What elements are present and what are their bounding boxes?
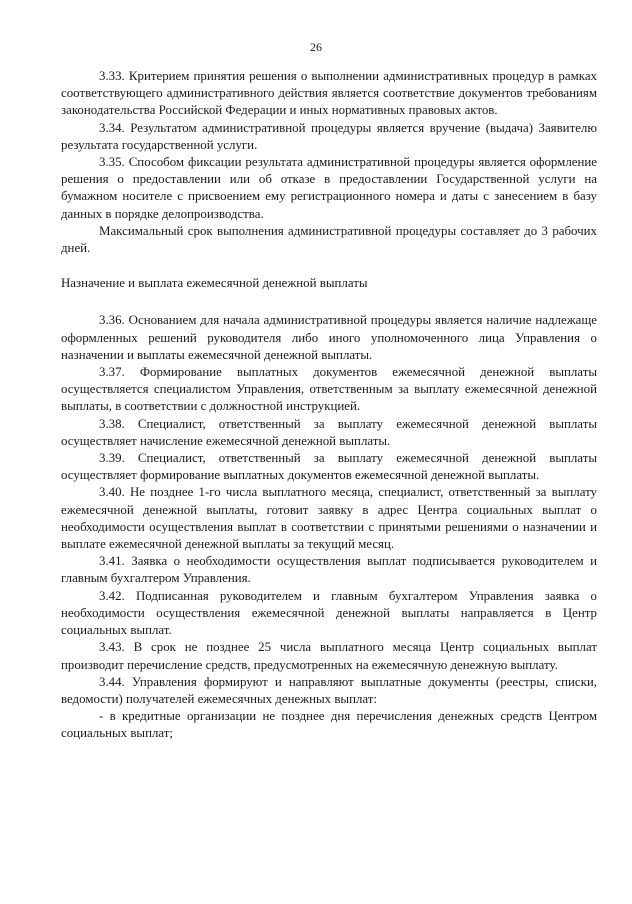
paragraph-3-37: 3.37. Формирование выплатных документов ежемесячной денежной выплаты осуществляется специалистом Управления, ответственным за выплату ежемесячной денежной выплаты, в соответствии с должностной инструкцией. — [61, 365, 597, 414]
paragraph-3-35: 3.35. Способом фиксации результата административной процедуры является оформление решения о предоставлении или об отказе в предоставлении Государственной услуги на бумажном носителе с присвоением ему регистрационного номера и даты с занесением в базу данных в порядке делопроизводства. — [61, 155, 597, 221]
paragraph-3-42: 3.42. Подписанная руководителем и главным бухгалтером Управления заявка о необходимости осуществления ежемесячной денежной выплаты направляется в Центр социальных выплат. — [61, 588, 597, 638]
document-body — [61, 68, 597, 743]
paragraph-3-40: 3.40. Не позднее 1-го числа выплатного месяца, специалист, ответственный за выплату ежемесячной денежной выплаты, готовит заявку в адрес Центра социальных выплат о необходимости осуществления выплат в соответствии с принятыми решениями о назначении и выплате ежемесячной денежной выплаты за текущий месяц. — [61, 485, 597, 552]
paragraph-3-38: 3.38. Специалист, ответственный за выплату ежемесячной денежной выплаты осуществляет начисление ежемесячной денежной выплаты. — [61, 416, 597, 448]
paragraph-3-44: 3.44. Управления формируют и направляют выплатные документы (реестры, списки, ведомости) получателей ежемесячных денежных выплат: — [61, 674, 597, 706]
paragraph-max-duration: Максимальный срок выполнения административной процедуры составляет до 3 рабочих дней. — [61, 223, 597, 256]
page-number: 26 — [310, 40, 322, 54]
paragraph-3-43: 3.43. В срок не позднее 25 числа выплатного месяца Центр социальных выплат производит перечисление средств, предусмотренных на ежемесячную денежную выплату. — [61, 640, 597, 672]
list-item-credit-organizations: - в кредитные организации не позднее дня перечисления денежных средств Центром социальных выплат; — [61, 709, 597, 741]
paragraph-3-34: 3.34. Результатом административной процедуры является вручение (выдача) Заявителю результата государственной услуги. — [61, 120, 597, 152]
paragraph-3-41: 3.41. Заявка о необходимости осуществления выплат подписывается руководителем и главным бухгалтером Управления. — [61, 554, 597, 586]
paragraph-3-36: 3.36. Основанием для начала административной процедуры является наличие надлежаще оформленных решений руководителя либо иного уполномоченного лица Управления о назначении и выплаты ежемесячной денежной выплаты. — [61, 313, 597, 362]
section-heading: Назначение и выплата ежемесячной денежной выплаты — [61, 276, 368, 291]
paragraph-3-39: 3.39. Специалист, ответственный за выплату ежемесячной денежной выплаты осуществляет формирование выплатных документов ежемесячной денежной выплаты. — [61, 451, 597, 483]
paragraph-3-33: 3.33. Критерием принятия решения о выполнении административных процедур в рамках соответствующего административного действия является соответствие документов требованиям законодательства Российской Федерации и иных нормативных правовых актов. — [61, 69, 597, 118]
